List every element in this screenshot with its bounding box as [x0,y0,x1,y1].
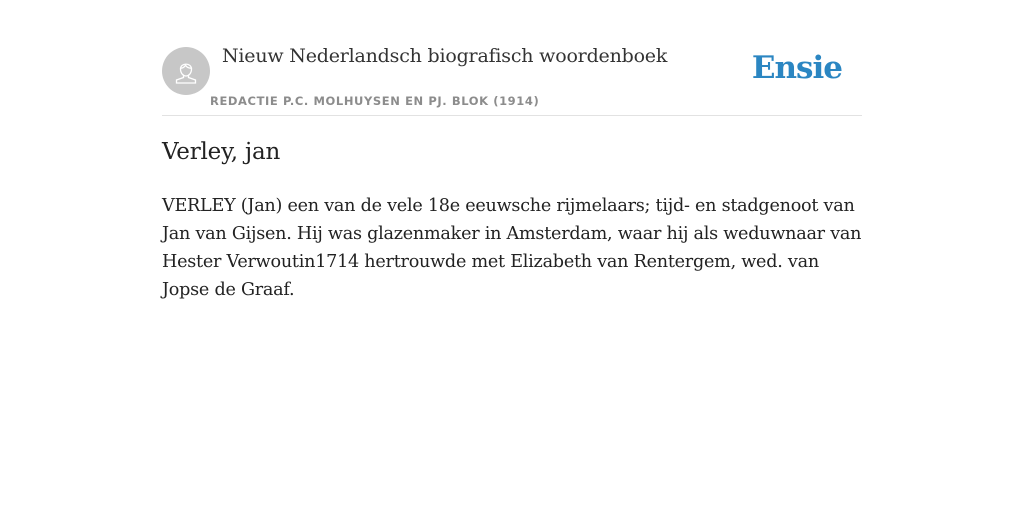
book-title[interactable]: Nieuw Nederlandsch biografisch woordenboek [222,45,668,67]
entry-body: VERLEY (Jan) een van de vele 18e eeuwsche rijmelaars; tijd- en stadgenoot van Jan van Gijsen. Hij was glazenmaker in Amsterdam, waar hij als weduwnaar van Hester Verwoutin1714 hertrouwde met Elizabeth van Rentergem, wed. van Jopse de Graaf. [162,196,862,300]
avatar [162,47,210,95]
entry-title: Verley, jan [162,139,281,165]
page-container [162,0,862,300]
book-editors: REDACTIE P.C. MOLHUYSEN EN PJ. BLOK (1914) [210,94,540,108]
brand-logo[interactable]: Ensie [751,50,842,86]
book-header [162,0,862,116]
user-icon [171,56,201,86]
